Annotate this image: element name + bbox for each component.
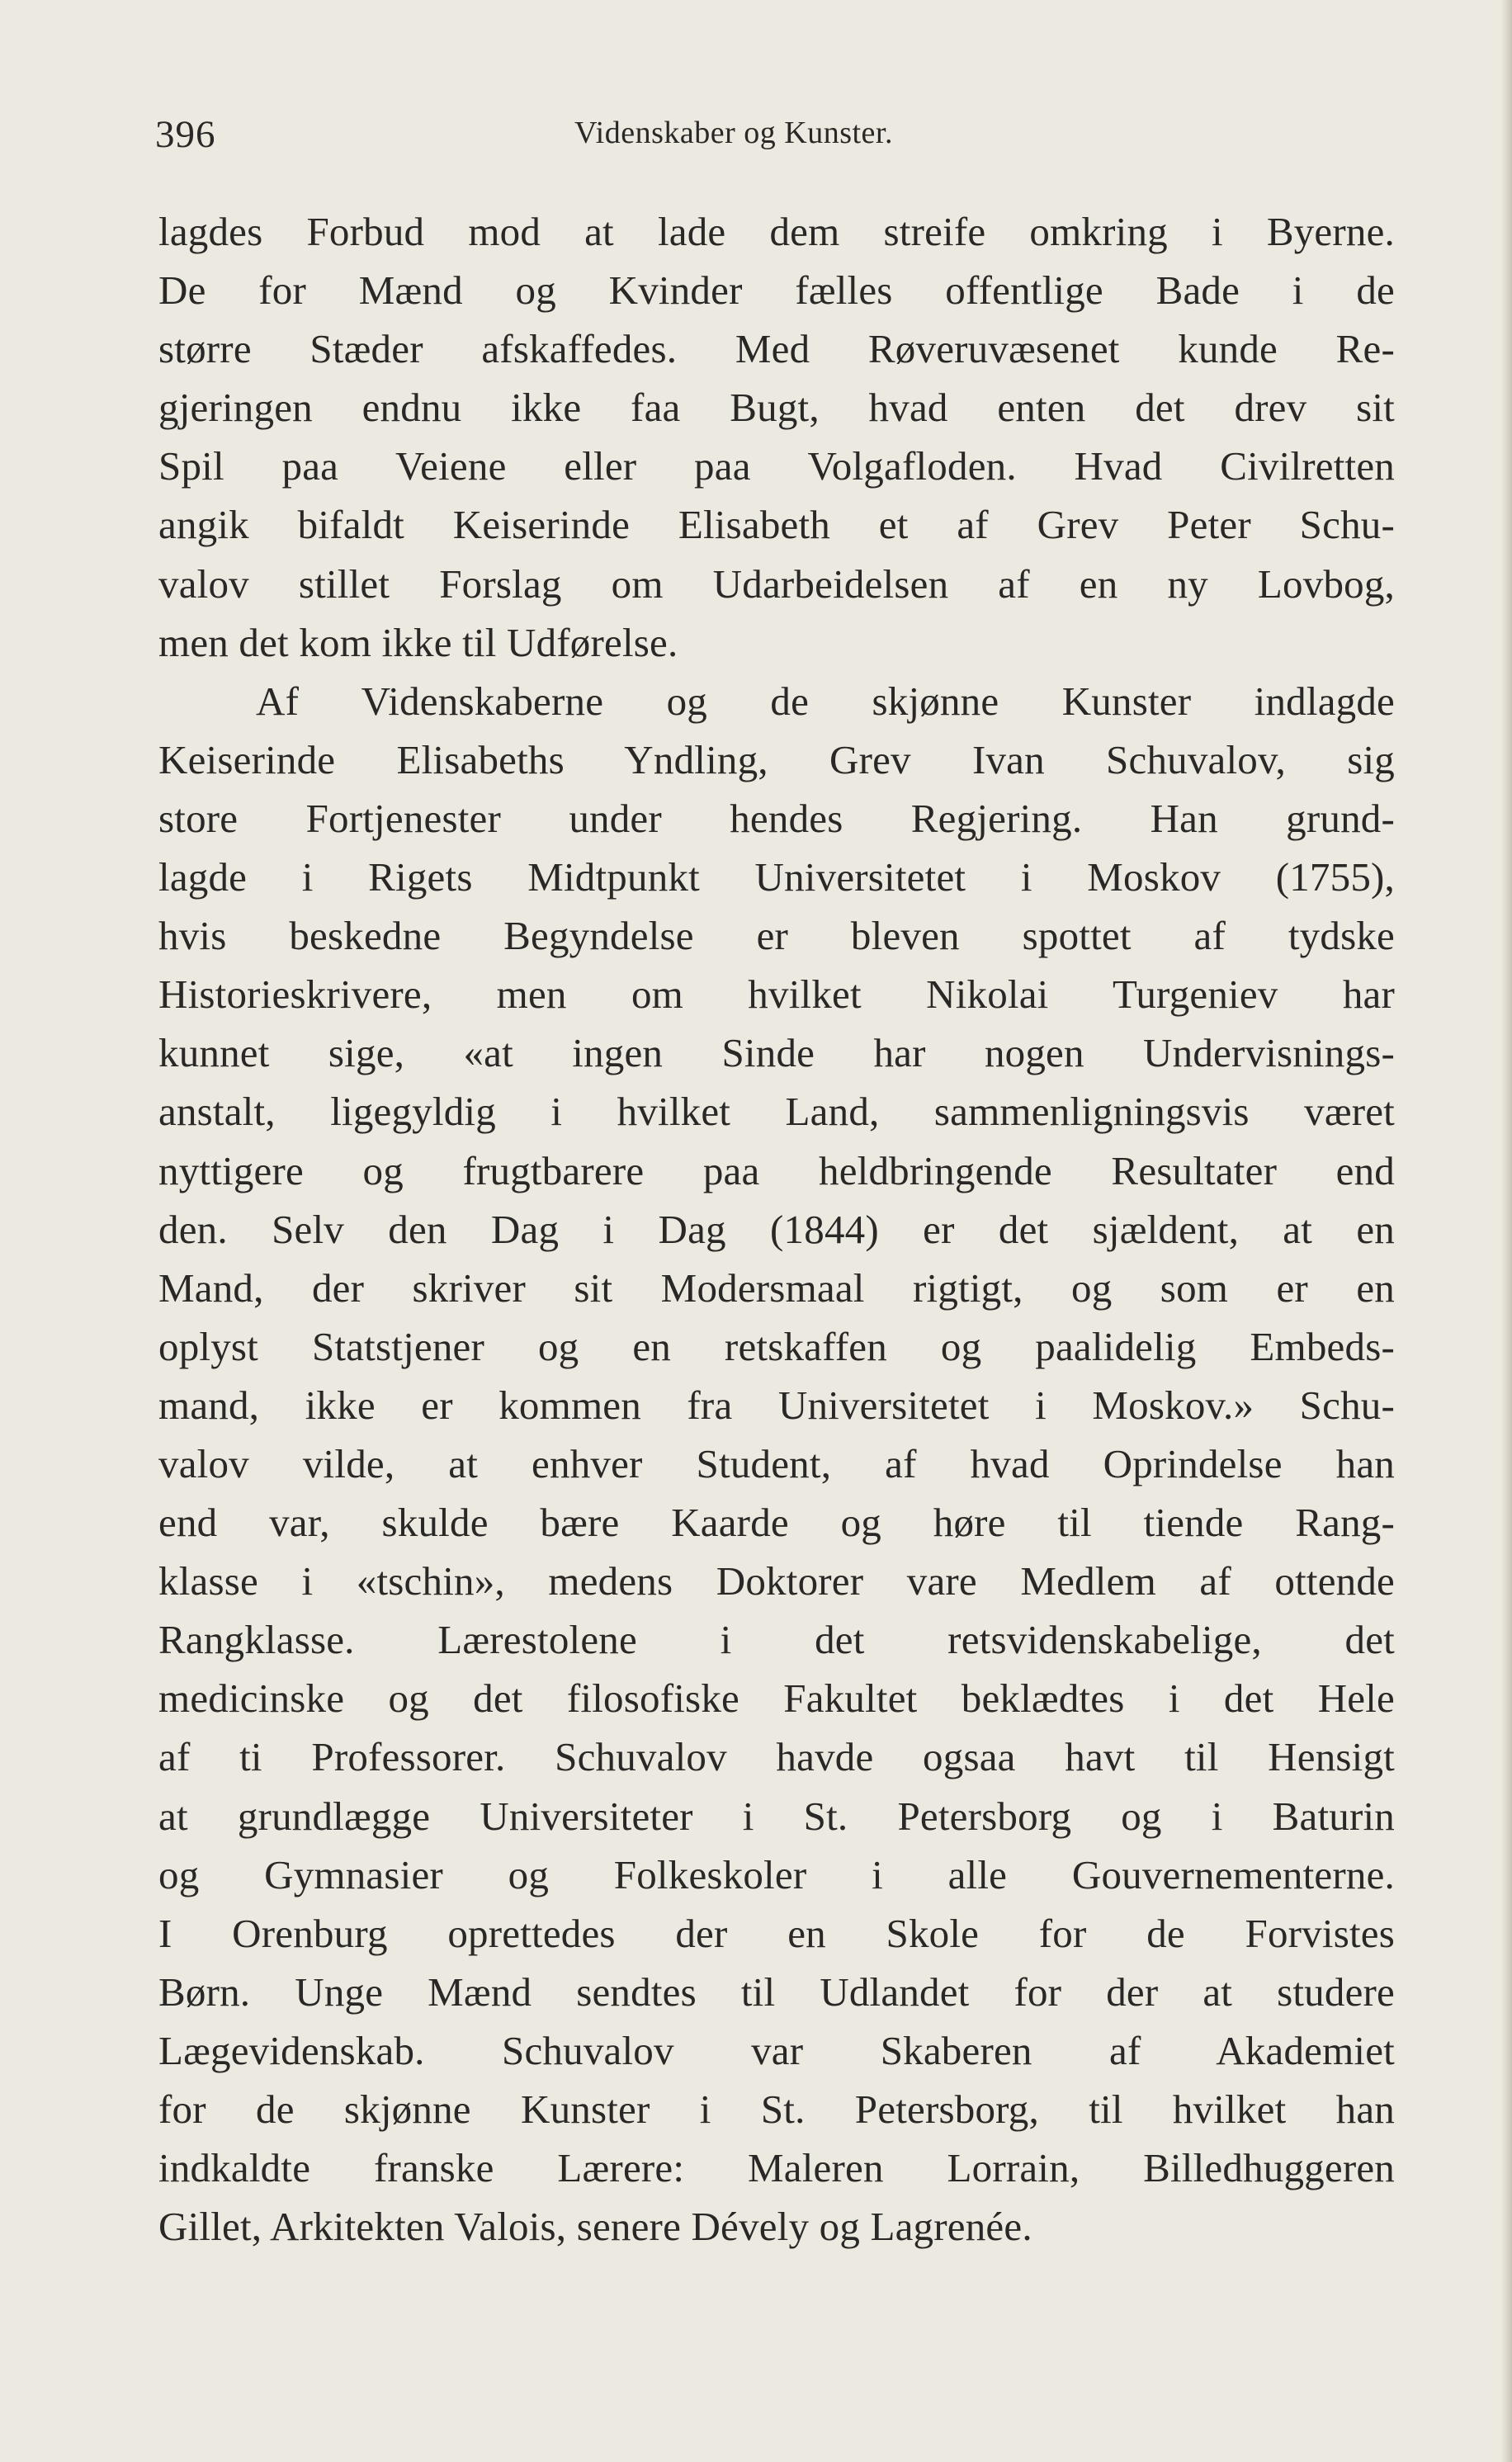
text-line: gjeringen endnu ikke faa Bugt, hvad enten det drev sit	[158, 385, 1395, 431]
text-line: Mand, der skriver sit Modersmaal rigtigt, og som er en	[158, 1264, 1395, 1311]
page-edge	[1500, 0, 1512, 2462]
text-line: hvis beskedne Begyndelse er bleven spottet af tydske	[158, 913, 1395, 959]
text-line: store Fortjenester under hendes Regjering. Han grund-	[158, 795, 1395, 841]
text-line: I Orenburg oprettedes der en Skole for de Forvistes	[158, 1910, 1395, 1956]
paragraph-first-line: Af Videnskaberne og de skjønne Kunster indlagde	[256, 678, 1395, 724]
text-line: Spil paa Veiene eller paa Volgafloden. Hvad Civilretten	[158, 443, 1395, 489]
text-line: af ti Professorer. Schuvalov havde ogsaa havt til Hensigt	[158, 1734, 1395, 1780]
text-line: Keiserinde Elisabeths Yndling, Grev Ivan Schuvalov, sig	[158, 736, 1395, 782]
text-line: anstalt, ligegyldig i hvilket Land, sammenligningsvis været	[158, 1089, 1395, 1135]
body-text	[158, 207, 1395, 2261]
text-line: klasse i «tschin», medens Doktorer vare Medlem af ottende	[158, 1558, 1395, 1604]
text-line: medicinske og det filosofiske Fakultet beklædtes i det Hele	[158, 1675, 1395, 1722]
text-line: indkaldte franske Lærere: Maleren Lorrain, Billedhuggeren	[158, 2145, 1395, 2191]
text-line: den. Selv den Dag i Dag (1844) er det sjældent, at en	[158, 1206, 1395, 1252]
text-line: De for Mænd og Kvinder fælles offentlige Bade i de	[158, 267, 1395, 314]
text-line: valov vilde, at enhver Student, af hvad Oprindelse han	[158, 1440, 1395, 1486]
text-line: angik bifaldt Keiserinde Elisabeth et af Grev Peter Schu-	[158, 502, 1395, 548]
text-line: Rangklasse. Lærestolene i det retsvidenskabelige, det	[158, 1617, 1395, 1663]
text-line: Børn. Unge Mænd sendtes til Udlandet for der at studere	[158, 1968, 1395, 2015]
text-line: men det kom ikke til Udførelse.	[158, 619, 678, 665]
text-line: lagde i Rigets Midtpunkt Universitetet i Moskov (1755),	[158, 854, 1395, 900]
text-line: Gillet, Arkitekten Valois, senere Dévely og Lagrenée.	[158, 2204, 1032, 2250]
text-line: Historieskrivere, men om hvilket Nikolai Turgeniev har	[158, 971, 1395, 1018]
text-line: for de skjønne Kunster i St. Petersborg, til hvilket han	[158, 2086, 1395, 2132]
text-line: større Stæder afskaffedes. Med Røveruvæsenet kunde Re-	[158, 326, 1395, 372]
page-number: 396	[155, 113, 216, 156]
text-line: valov stillet Forslag om Udarbeidelsen af en ny Lovbog,	[158, 560, 1395, 607]
text-line: oplyst Statstjener og en retskaffen og paalidelig Embeds-	[158, 1323, 1395, 1369]
text-line: lagdes Forbud mod at lade dem streife omkring i Byerne.	[158, 209, 1395, 254]
text-line: kunnet sige, «at ingen Sinde har nogen Undervisnings-	[158, 1030, 1395, 1076]
text-line: at grundlægge Universiteter i St. Petersborg og i Baturin	[158, 1793, 1395, 1839]
text-line: nyttigere og frugtbarere paa heldbringende Resultater end	[158, 1147, 1395, 1193]
running-head: Videnskaber og Kunster.	[574, 116, 893, 150]
text-line: end var, skulde bære Kaarde og høre til tiende Rang-	[158, 1500, 1395, 1546]
text-line: mand, ikke er kommen fra Universitetet i Moskov.» Schu-	[158, 1382, 1395, 1428]
text-line: og Gymnasier og Folkeskoler i alle Gouvernementerne.	[158, 1851, 1395, 1897]
text-line: Lægevidenskab. Schuvalov var Skaberen af Akademiet	[158, 2027, 1395, 2073]
